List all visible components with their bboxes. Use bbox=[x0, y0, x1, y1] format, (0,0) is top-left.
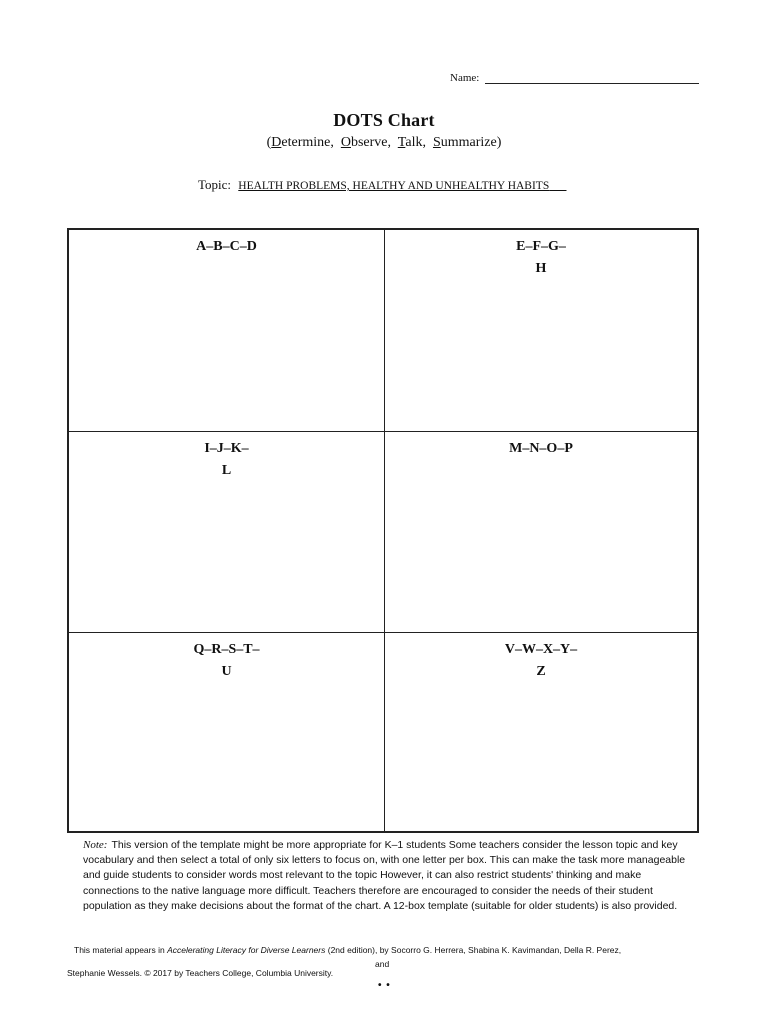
subtitle-initial-t: T bbox=[397, 135, 406, 150]
box-label: A–B–C–D bbox=[196, 239, 257, 254]
box-label-line2: U bbox=[221, 664, 232, 679]
box-label: V–W–X–Y– bbox=[504, 642, 578, 657]
note-lead: Note: bbox=[83, 839, 108, 851]
page-subtitle: (Determine, Observe, Talk, Summarize) bbox=[266, 135, 502, 150]
page-title: DOTS Chart bbox=[333, 110, 435, 130]
box-label: M–N–O–P bbox=[509, 441, 573, 456]
box-e-h[interactable] bbox=[385, 230, 697, 432]
box-v-z[interactable] bbox=[385, 633, 697, 831]
box-i-l[interactable] bbox=[69, 432, 385, 633]
box-label: Q–R–S–T– bbox=[193, 642, 260, 657]
box-label: E–F–G– bbox=[516, 239, 566, 254]
box-q-u[interactable] bbox=[69, 633, 385, 831]
credit-and: and bbox=[375, 959, 390, 969]
box-label: I–J–K– bbox=[204, 441, 249, 456]
dots-grid bbox=[67, 228, 699, 833]
name-label: Name: bbox=[450, 72, 480, 84]
credit-line-2: Stephanie Wessels. © 2017 by Teachers College, Columbia University. bbox=[67, 968, 334, 978]
box-label-line2: H bbox=[535, 261, 547, 276]
name-blank-line[interactable] bbox=[485, 71, 699, 84]
box-label-line2: L bbox=[221, 463, 232, 478]
template-note bbox=[83, 838, 693, 914]
footer-dots: • • bbox=[378, 980, 391, 991]
box-a-d[interactable] bbox=[69, 230, 385, 432]
book-title: Accelerating Literacy for Diverse Learners bbox=[167, 945, 326, 955]
subtitle-initial-o: O bbox=[340, 135, 351, 150]
credit-line-1: This material appears in Accelerating Literacy for Diverse Learners (2nd edition), by Socorro G. Herrera, Shabina K. Kavimandan, Della R. Perez, bbox=[74, 945, 622, 955]
topic-value: HEALTH PROBLEMS, HEALTHY AND UNHEALTHY HABITS bbox=[238, 180, 550, 192]
note-text: This version of the template might be more appropriate for K–1 students Some teachers consider the lesson topic and key vocabulary and then select a total of only six letters to focus on, with one letter per box. This can make the task more manageable and guide students to consider words most relevant to the topic However, it can also restrict students' thinking and make connections to the native language more difficult. Teachers therefore are encouraged to consider the needs of their student population as they make decisions about the format of the chart. A 12-box template (suitable for older students) is also provided. bbox=[83, 839, 686, 912]
topic-underline-pad bbox=[549, 180, 566, 192]
box-m-p[interactable] bbox=[385, 432, 697, 633]
subtitle-initial-d: D bbox=[271, 135, 282, 150]
name-field bbox=[450, 71, 699, 84]
subtitle-initial-s: S bbox=[432, 135, 441, 150]
box-label-line2: Z bbox=[536, 664, 546, 679]
topic-row bbox=[198, 177, 566, 193]
topic-label: Topic: bbox=[198, 177, 232, 192]
